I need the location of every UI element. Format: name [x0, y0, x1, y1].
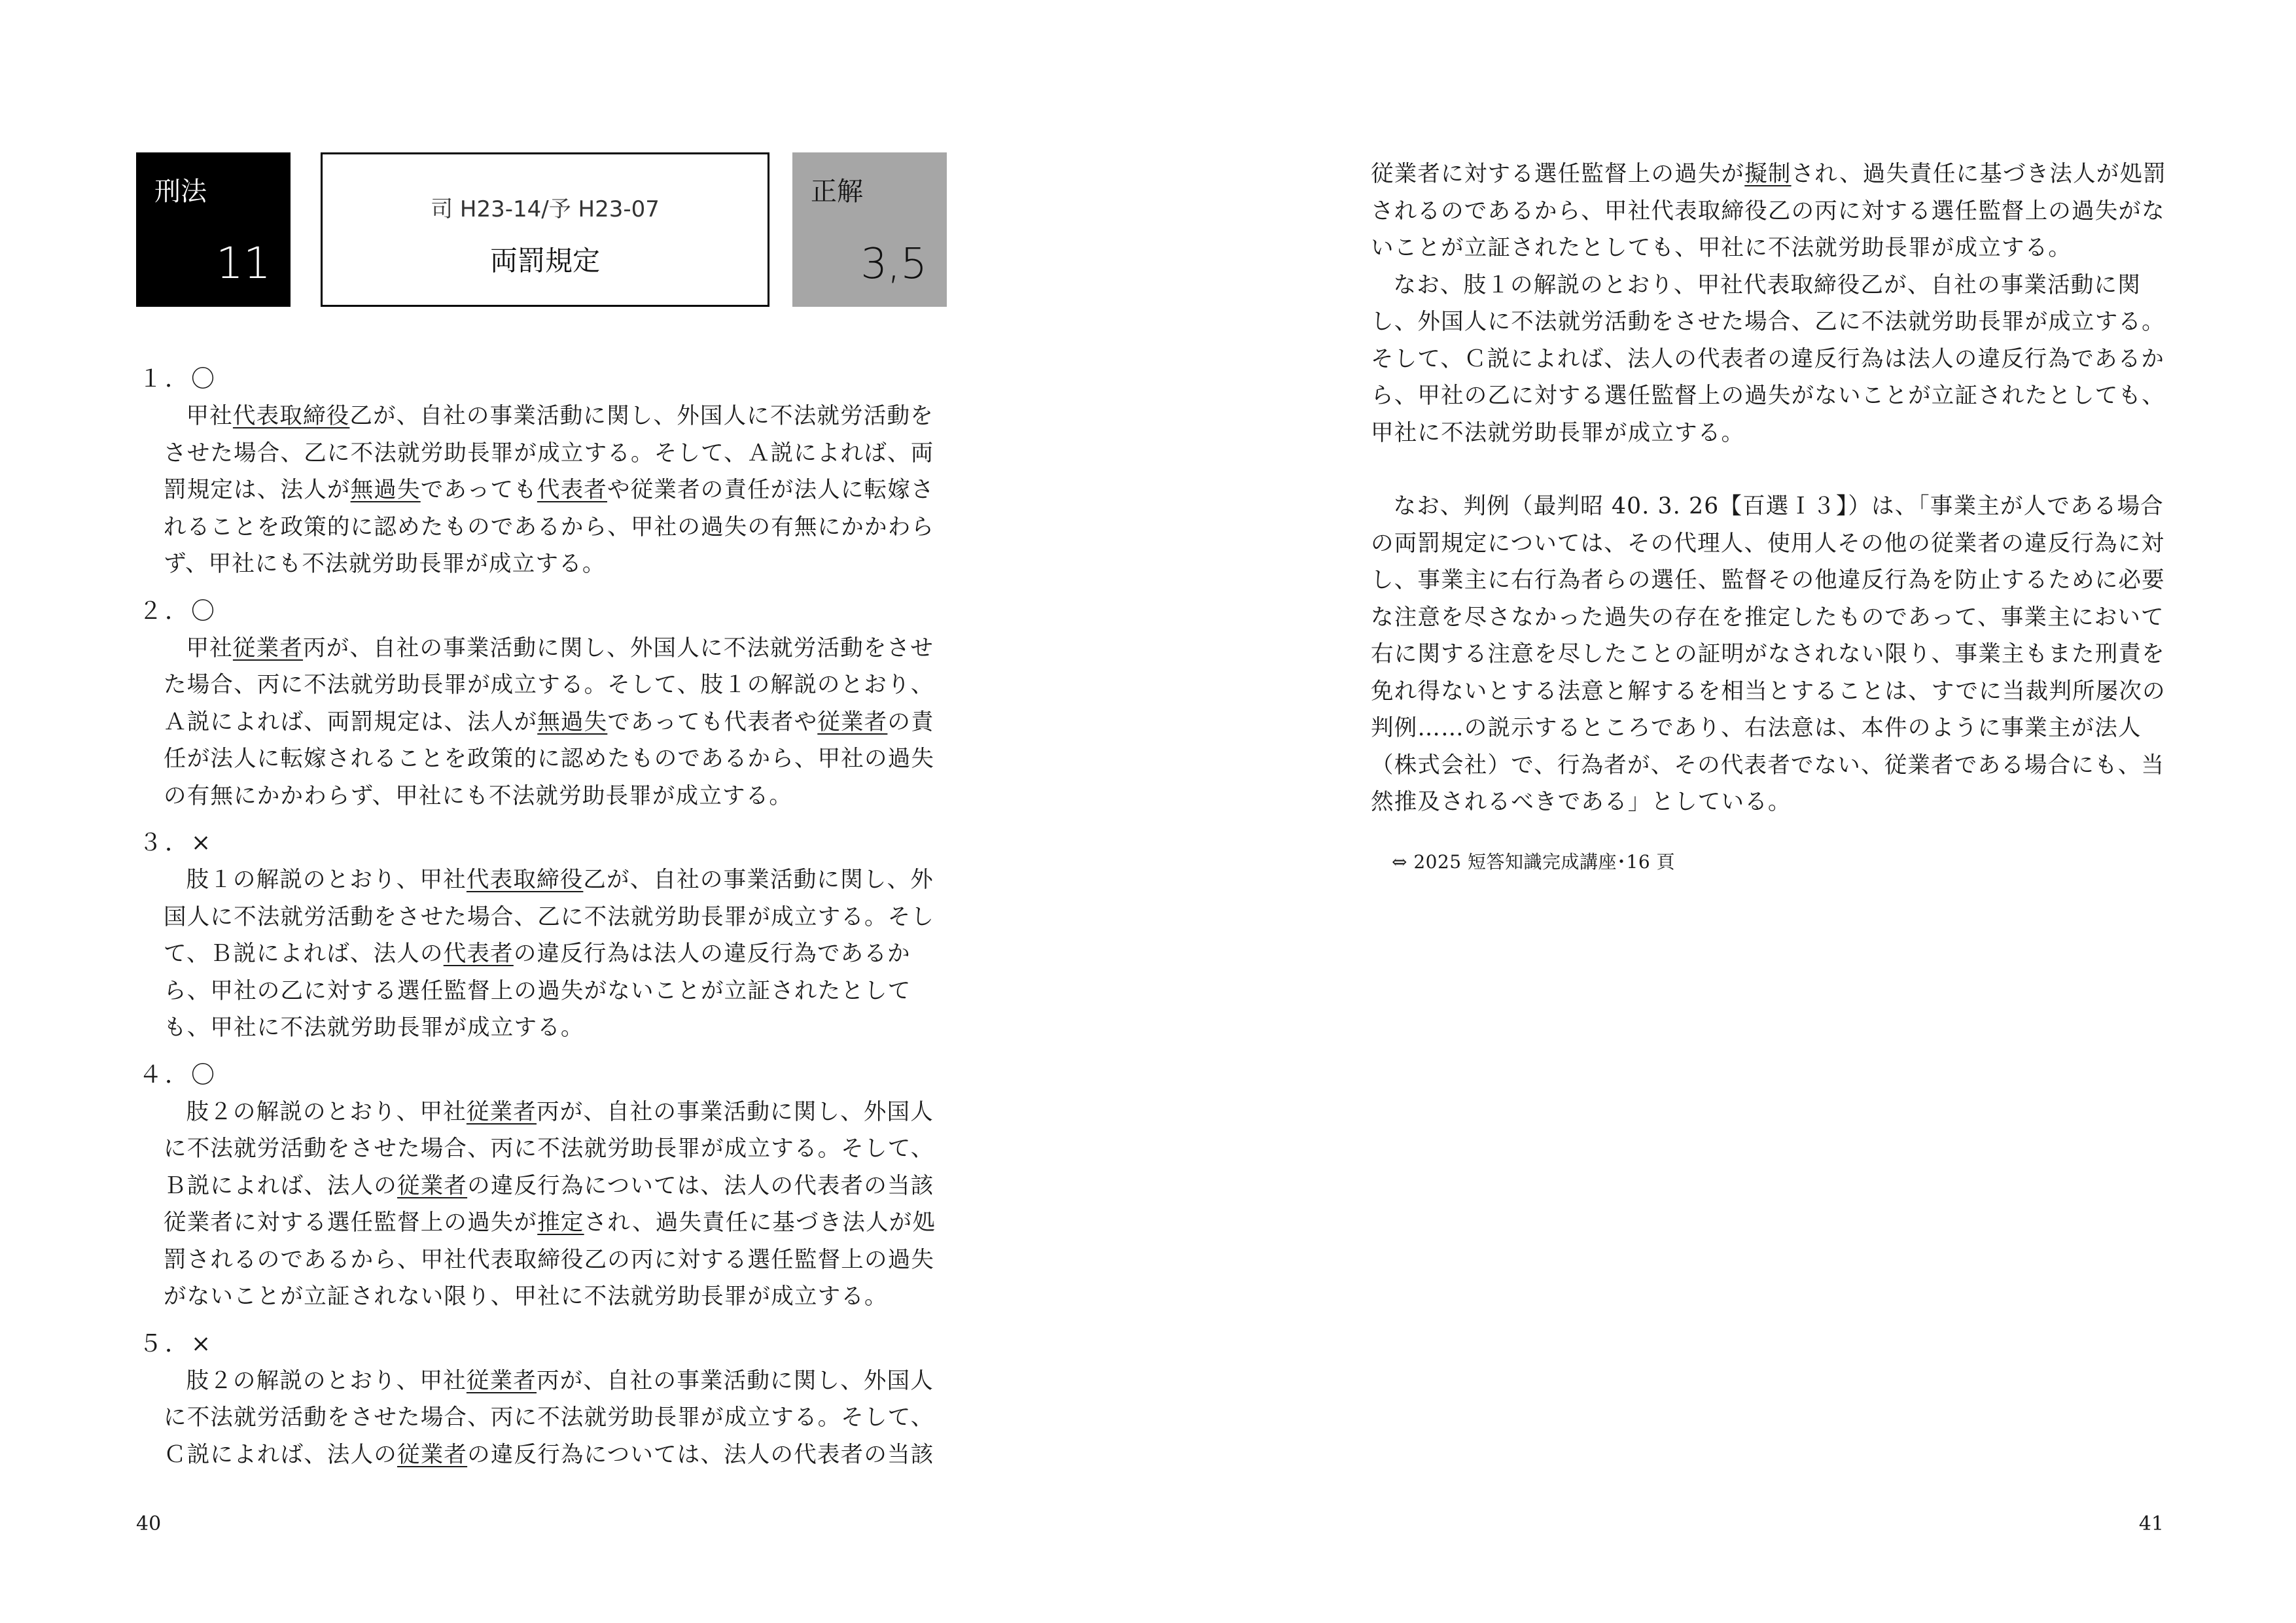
- page-number-left: 40: [136, 1512, 162, 1535]
- question-title: 両罰規定: [489, 245, 600, 277]
- underlined-term: 従業者: [397, 1172, 468, 1199]
- page-number-right: 41: [2138, 1512, 2164, 1535]
- item-text: [164, 630, 954, 815]
- underlined-term: 無過失: [350, 477, 421, 503]
- item-head: ２．〇: [139, 597, 218, 625]
- text-run: や従業者の責任が法人に転嫁されることを政策的に認めたものであるから、甲社の過失の有無にかかわらず、甲社にも不法就労助長罪が成立する。: [164, 477, 935, 577]
- explanation-item-3: [136, 825, 954, 1047]
- text-run: され、過失責任に基づき法人が処罰されるのであるから、甲社代表取締役乙の丙に対する選任監督上の過失がないことが立証されない限り、甲社に不法就労助長罪が成立する。: [164, 1210, 936, 1310]
- paragraph-c-theory: なお、肢１の解説のとおり、甲社代表取締役乙が、自社の事業活動に関し、外国人に不法就労活動をさせた場合、乙に不法就労助長罪が成立する。そして、Ｃ説によれば、法人の代表者の違反行為は法人の違反行為であるから、甲社の乙に対する選任監督上の過失がないことが立証されたとしても、甲社に不法就労助長罪が成立する。: [1371, 271, 2165, 446]
- text-run: 甲社: [186, 403, 233, 429]
- text-run: の違反行為は法人の違反行為であるから、甲社の乙に対する選任監督上の過失がないことが立証されたとしても、甲社に不法就労助長罪が成立する。: [164, 941, 911, 1041]
- underlined-term: 従業者: [397, 1441, 468, 1468]
- paragraph-case-law: なお、判例（最判昭 40. 3. 26【百選Ｉ３】）は、「事業主が人である場合の両罰規定については、その代理人、使用人その他の従業者の違反行為に対し、事業主に右行為者らの選任、監督その他違反行為を防止するために必要な注意を尽さなかった過失の存在を推定したものであって、事業主において右に関する注意を尽したことの証明がなされない限り、事業主もまた刑責を免れ得ないとする法意と解するを相当とすることは、すでに当裁判所屡次の判例……の説示するところであり、右法意は、本件のように事業主が法人（株式会社）で、行為者が、その代表者でない、従業者である場合にも、当然推及されるべきである」としている。: [1371, 493, 2166, 815]
- item-text: [164, 1094, 954, 1316]
- item-text: [164, 398, 954, 583]
- explanation-item-2: [136, 593, 954, 815]
- item-head: ５．×: [139, 1330, 214, 1357]
- right-column: [1371, 156, 2170, 821]
- course-reference: ⇔ 2025 短答知識完成講座･16 頁: [1392, 851, 1676, 873]
- underlined-term: 代表取締役: [232, 403, 350, 429]
- text-run: 丙が、自社の事業活動に関し、外国人に不法就労活動をさせた場合、丙に不法就労助長罪が成立する。そして、Ｂ説によれば、法人の: [164, 1098, 934, 1199]
- answer-box: [792, 152, 947, 307]
- subject-box: [136, 152, 291, 307]
- item-head: ４．〇: [139, 1061, 218, 1089]
- item-head: １．〇: [139, 366, 218, 393]
- left-column: [136, 361, 954, 1484]
- explanation-item-4: [136, 1057, 954, 1316]
- text-run: 肢２の解説のとおり、甲社: [186, 1098, 467, 1125]
- underlined-term: 従業者: [232, 635, 304, 661]
- text-run: 甲社: [186, 635, 233, 661]
- text-run: の責任が法人に転嫁されることを政策的に認めたものであるから、甲社の過失の有無にかかわらず、甲社にも不法就労助長罪が成立する。: [164, 708, 935, 809]
- text-run: 肢２の解説のとおり、甲社: [186, 1367, 467, 1394]
- underlined-term: 代表取締役: [466, 867, 584, 893]
- text-run: 肢１の解説のとおり、甲社: [186, 867, 467, 893]
- text-run: 丙が、自社の事業活動に関し、外国人に不法就労活動をさせた場合、丙に不法就労助長罪が成立する。そして、Ｃ説によれば、法人の: [164, 1367, 934, 1468]
- exam-source: 司 H23-14/予 H23-07: [431, 196, 660, 222]
- text-run: され、過失責任に基づき法人が処罰されるのであるから、甲社代表取締役乙の丙に対する選任監督上の過失がないことが立証されたとしても、甲社に不法就労助長罪が成立する。: [1371, 161, 2166, 261]
- text-run: 丙が、自社の事業活動に関し、外国人に不法就労活動をさせた場合、丙に不法就労助長罪が成立する。そして、肢１の解説のとおり、Ａ説によれば、両罰規定は、法人が: [164, 635, 934, 735]
- underlined-term: 従業者: [466, 1367, 537, 1394]
- item-text: [164, 862, 954, 1047]
- underlined-term: 推定: [537, 1210, 584, 1236]
- text-run: 従業者に対する選任監督上の過失が: [1371, 161, 1745, 187]
- underlined-term: 代表者: [537, 477, 607, 503]
- text-run: であっても: [420, 477, 537, 503]
- text-run: 乙が、自社の事業活動に関し、外国人に不法就労活動をさせた場合、乙に不法就労助長罪が成立する。そして、Ａ説によれば、両罰規定は、法人が: [164, 403, 934, 503]
- continuation-text: [1371, 156, 2170, 267]
- text-run: 乙が、自社の事業活動に関し、外国人に不法就労活動をさせた場合、乙に不法就労助長罪が成立する。そして、Ｂ説によれば、法人の: [164, 867, 935, 967]
- answer-value: 3,5: [860, 240, 927, 288]
- explanation-item-1: [136, 361, 954, 583]
- answer-label: 正解: [811, 177, 863, 207]
- underlined-term: 無過失: [537, 708, 608, 735]
- text-run: の違反行為については、法人の代表者の当該従業者に対する選任監督上の過失が: [164, 1172, 934, 1236]
- item-text: [164, 1363, 954, 1474]
- explanation-item-5: [136, 1326, 954, 1474]
- underlined-term: 擬制: [1744, 161, 1792, 187]
- text-run: の違反行為については、法人の代表者の当該: [467, 1441, 934, 1468]
- underlined-term: 代表者: [443, 941, 514, 967]
- item-head: ３．×: [139, 829, 214, 856]
- underlined-term: 従業者: [466, 1098, 537, 1125]
- subject-label: 刑法: [154, 177, 207, 207]
- underlined-term: 従業者: [817, 708, 888, 735]
- text-run: であっても代表者や: [607, 708, 818, 735]
- title-box: [321, 152, 769, 307]
- question-number: 11: [216, 238, 271, 288]
